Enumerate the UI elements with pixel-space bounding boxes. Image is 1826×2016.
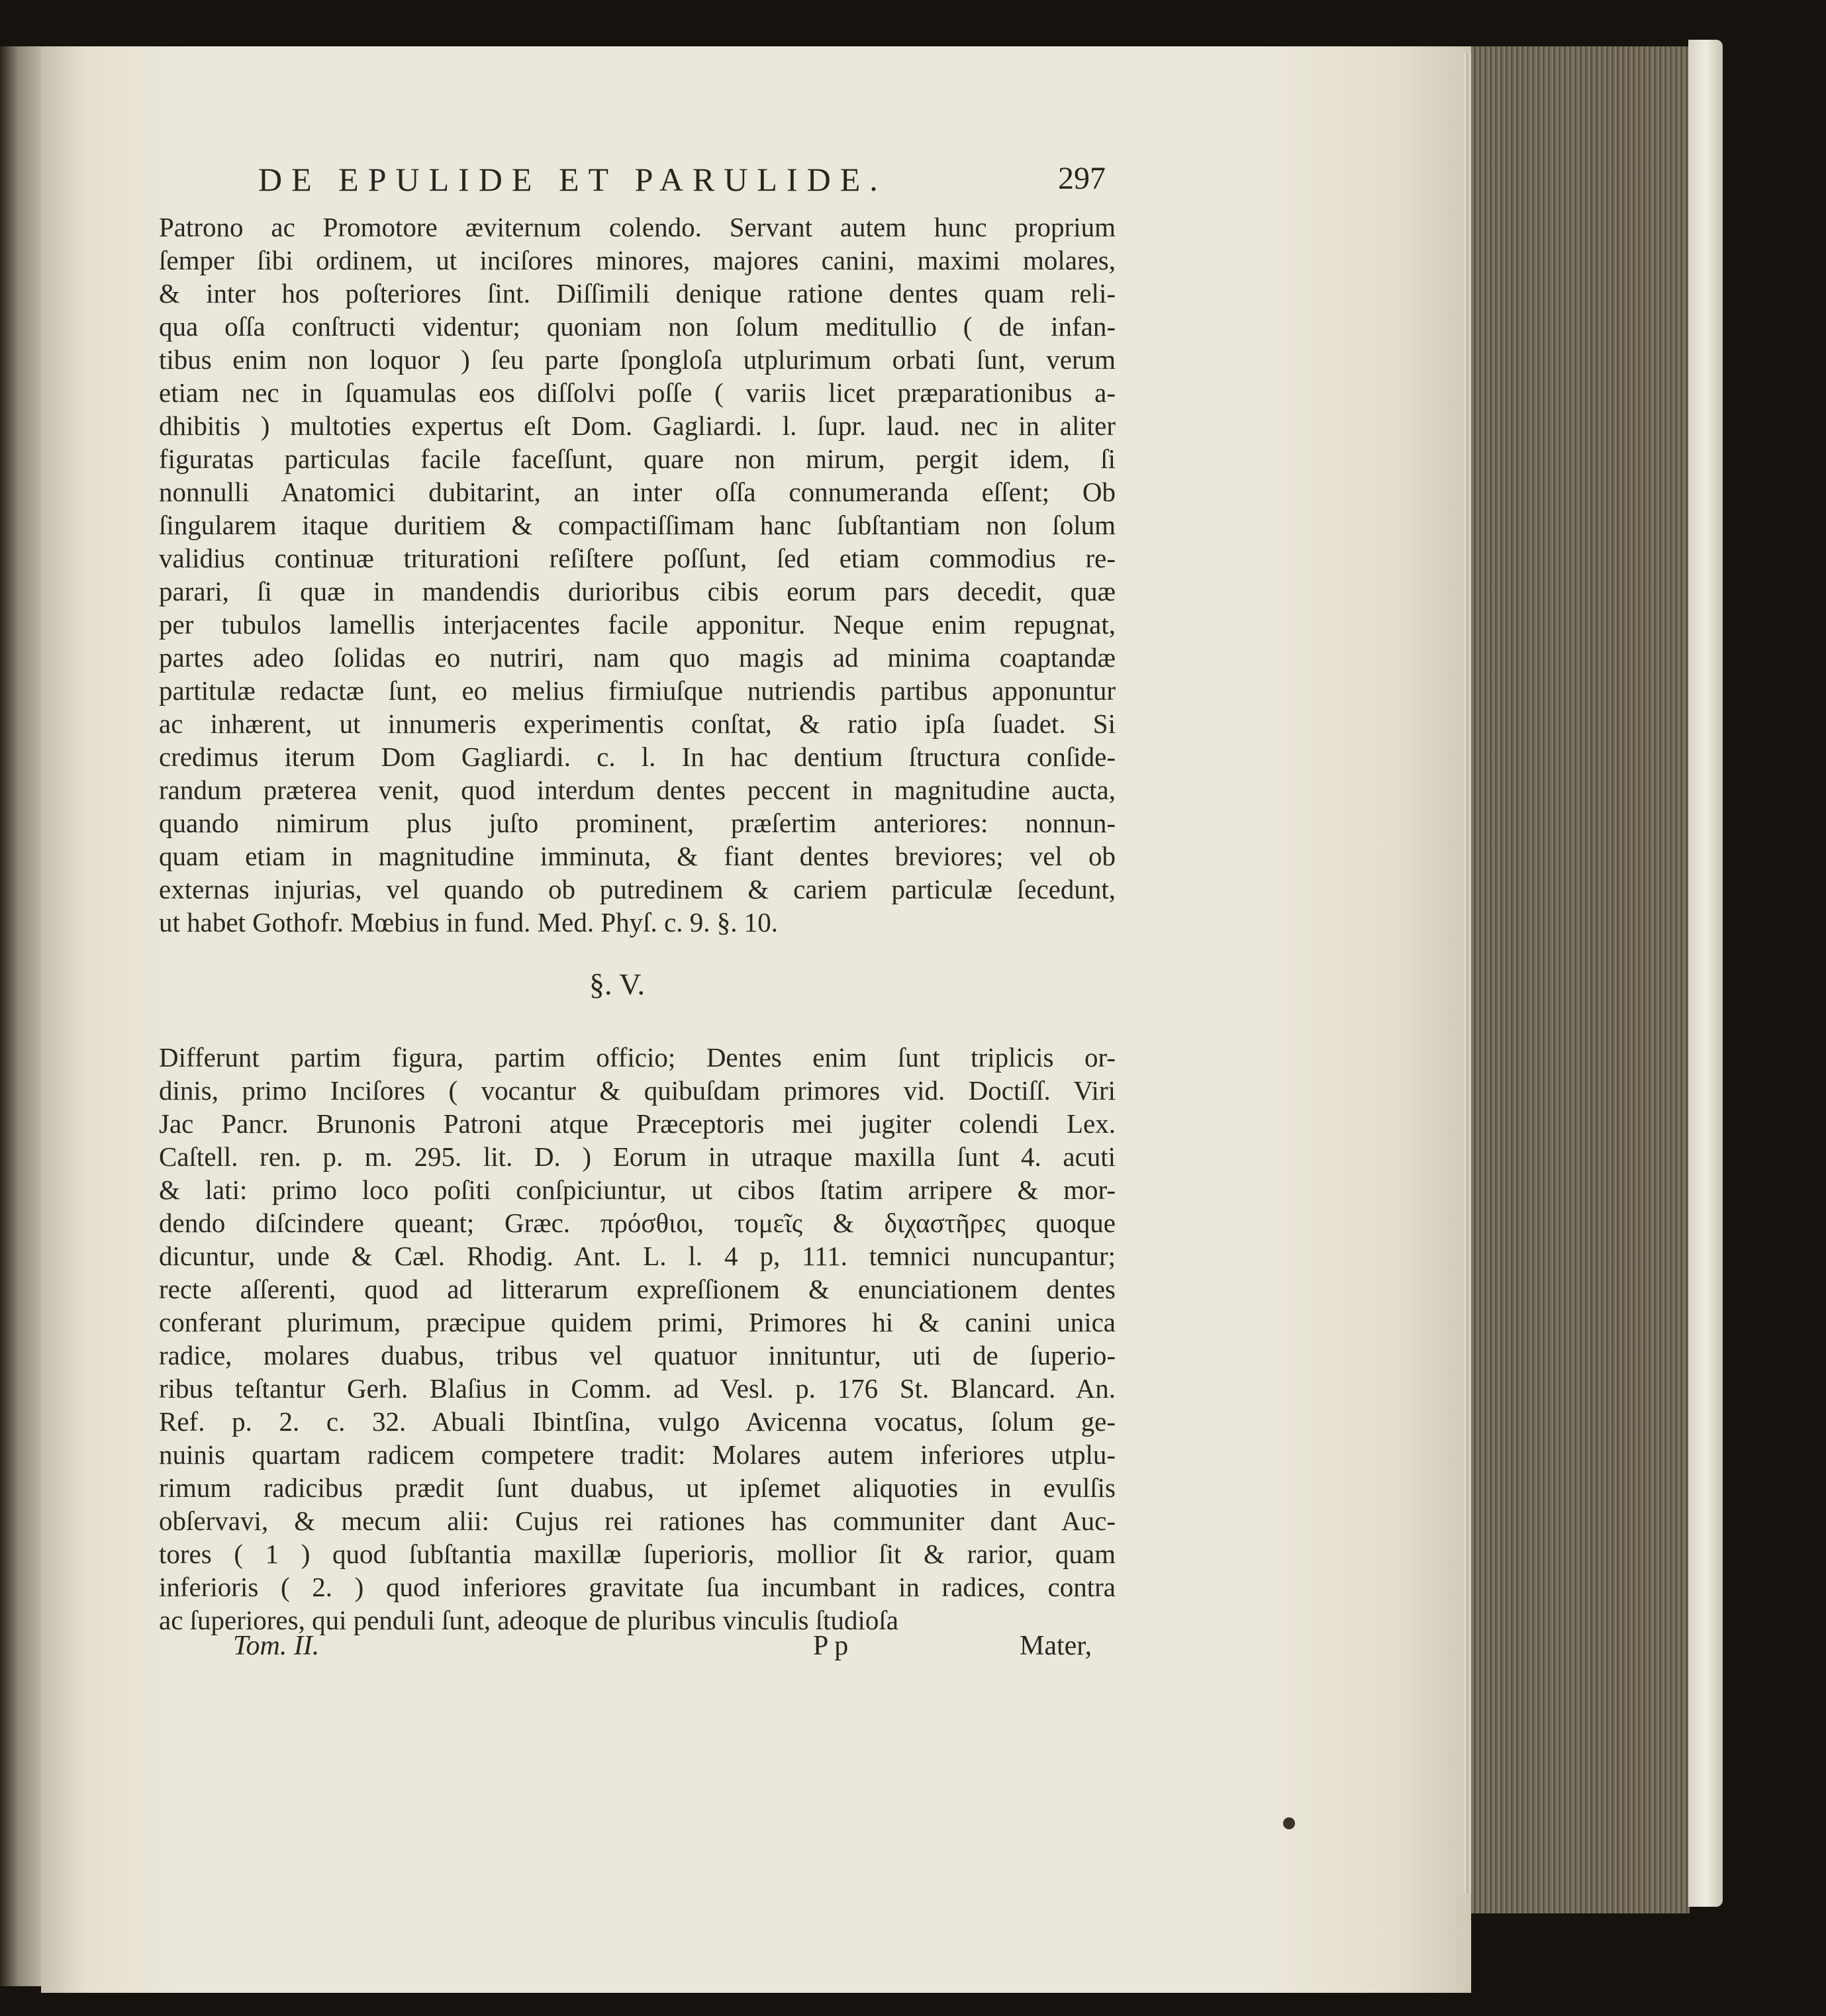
page-stack-edge [1471,46,1690,1913]
text-line: recte aſſerenti, quod ad litterarum expreſſionem & enunciationem dentes [159,1274,1116,1304]
previous-page-edge [0,46,46,1986]
text-line: Ref. p. 2. c. 32. Abuali Ibintſina, vulgo Avicenna vocatus, ſolum ge- [159,1406,1116,1437]
text-line: validius continuæ triturationi reſiſtere poſſunt, ſed etiam commodius re- [159,543,1116,573]
section-heading: §. V. [589,967,645,1001]
ink-speck [1283,1817,1295,1829]
text-line: tores ( 1 ) quod ſubſtantia maxillæ ſuperioris, mollior ſit & rarior, quam [159,1539,1116,1569]
text-line: tibus enim non loquor ) ſeu parte ſpongloſa utplurimum orbati ſunt, verum [159,344,1116,375]
text-line: nuinis quartam radicem competere tradit: Molares autem inferiores utplu- [159,1439,1116,1470]
text-line: dinis, primo Inciſores ( vocantur & quibuſdam primores vid. Doctiſſ. Viri [159,1075,1116,1106]
text-line: ac inhærent, ut innumeris experimentis conſtat, & ratio ipſa ſuadet. Si [159,708,1116,739]
text-line: & inter hos poſteriores ſint. Diſſimili denique ratione dentes quam reli- [159,278,1116,309]
text-line: ſemper ſibi ordinem, ut inciſores minores, majores canini, maximi molares, [159,245,1116,275]
text-line: parari, ſi quæ in mandendis durioribus cibis eorum pars decedit, quæ [159,576,1116,606]
text-line: radice, molares duabus, tribus vel quatuor innituntur, uti de ſuperio- [159,1340,1116,1370]
gathering-signature: P p [813,1631,849,1661]
text-line: ut habet Gothofr. Mœbius in fund. Med. Phyſ. c. 9. §. 10. [159,907,778,937]
text-line: dhibitis ) multoties expertus eſt Dom. Gagliardi. l. ſupr. laud. nec in aliter [159,410,1116,441]
text-line: dicuntur, unde & Cæl. Rhodig. Ant. L. l. 4 p, 111. temnici nuncupantur; [159,1241,1116,1271]
text-line: & lati: primo loco poſiti conſpiciuntur, ut cibos ſtatim arripere & mor- [159,1175,1116,1205]
text-line: ſingularem itaque duritiem & compactiſſimam hanc ſubſtantiam non ſolum [159,510,1116,540]
text-line: quando nimirum plus juſto prominent, præſertim anteriores: nonnun- [159,808,1116,838]
page-number: 297 [1058,161,1106,196]
text-line: dendo diſcindere queant; Græc. πρόσθιοι, τομεῖς & διχαστῆρες quoque [159,1208,1116,1238]
text-line: ribus teſtantur Gerh. Blaſius in Comm. ad Vesl. p. 176 St. Blancard. An. [159,1373,1116,1404]
volume-signature: Tom. II. [233,1631,320,1661]
text-line: ac ſuperiores, qui penduli ſunt, adeoque de pluribus vinculis ſtudioſa [159,1605,899,1635]
running-head: DE EPULIDE ET PARULIDE. [258,161,887,198]
text-line: partes adeo ſolidas eo nutriri, nam quo magis ad minima coaptandæ [159,642,1116,673]
text-line: nonnulli Anatomici dubitarint, an inter oſſa connumeranda eſſent; Ob [159,477,1116,507]
text-line: etiam nec in ſquamulas eos diſſolvi poſſe ( variis licet præparationibus a- [159,377,1116,408]
text-line: figuratas particulas facile faceſſunt, quare non mirum, pergit idem, ſi [159,444,1116,474]
catchword: Mater, [1020,1631,1092,1661]
text-line: externas injurias, vel quando ob putredinem & cariem particulæ ſecedunt, [159,874,1116,904]
text-line: Jac Pancr. Brunonis Patroni atque Præceptoris mei jugiter colendi Lex. [159,1108,1116,1139]
text-line: Caſtell. ren. p. m. 295. lit. D. ) Eorum in utraque maxilla ſunt 4. acuti [159,1141,1116,1172]
text-line: obſervavi, & mecum alii: Cujus rei rationes has communiter dant Auc- [159,1506,1116,1536]
text-line: rimum radicibus prædit ſunt duabus, ut ipſemet aliquoties in evulſis [159,1472,1116,1503]
text-line: Differunt partim figura, partim officio; Dentes enim ſunt triplicis or- [159,1042,1116,1073]
text-line: randum præterea venit, quod interdum dentes peccent in magnitudine aucta, [159,775,1116,805]
text-line: Patrono ac Promotore æviternum colendo. Servant autem hunc proprium [159,212,1116,242]
text-line: per tubulos lamellis interjacentes facile apponitur. Neque enim repugnat, [159,609,1116,640]
text-line: qua oſſa conſtructi videntur; quoniam non ſolum meditullio ( de infan- [159,311,1116,342]
text-line: credimus iterum Dom Gagliardi. c. l. In hac dentium ſtructura conſide- [159,742,1116,772]
text-line: quam etiam in magnitudine imminuta, & fiant dentes breviores; vel ob [159,841,1116,871]
text-line: partitulæ redactæ ſunt, eo melius firmiuſque nutriendis partibus apponuntur [159,675,1116,706]
text-line: inferioris ( 2. ) quod inferiores gravitate ſua incumbant in radices, contra [159,1572,1116,1602]
book-cover-edge [1688,40,1723,1907]
text-line: conferant plurimum, præcipue quidem primi, Primores hi & canini unica [159,1307,1116,1337]
